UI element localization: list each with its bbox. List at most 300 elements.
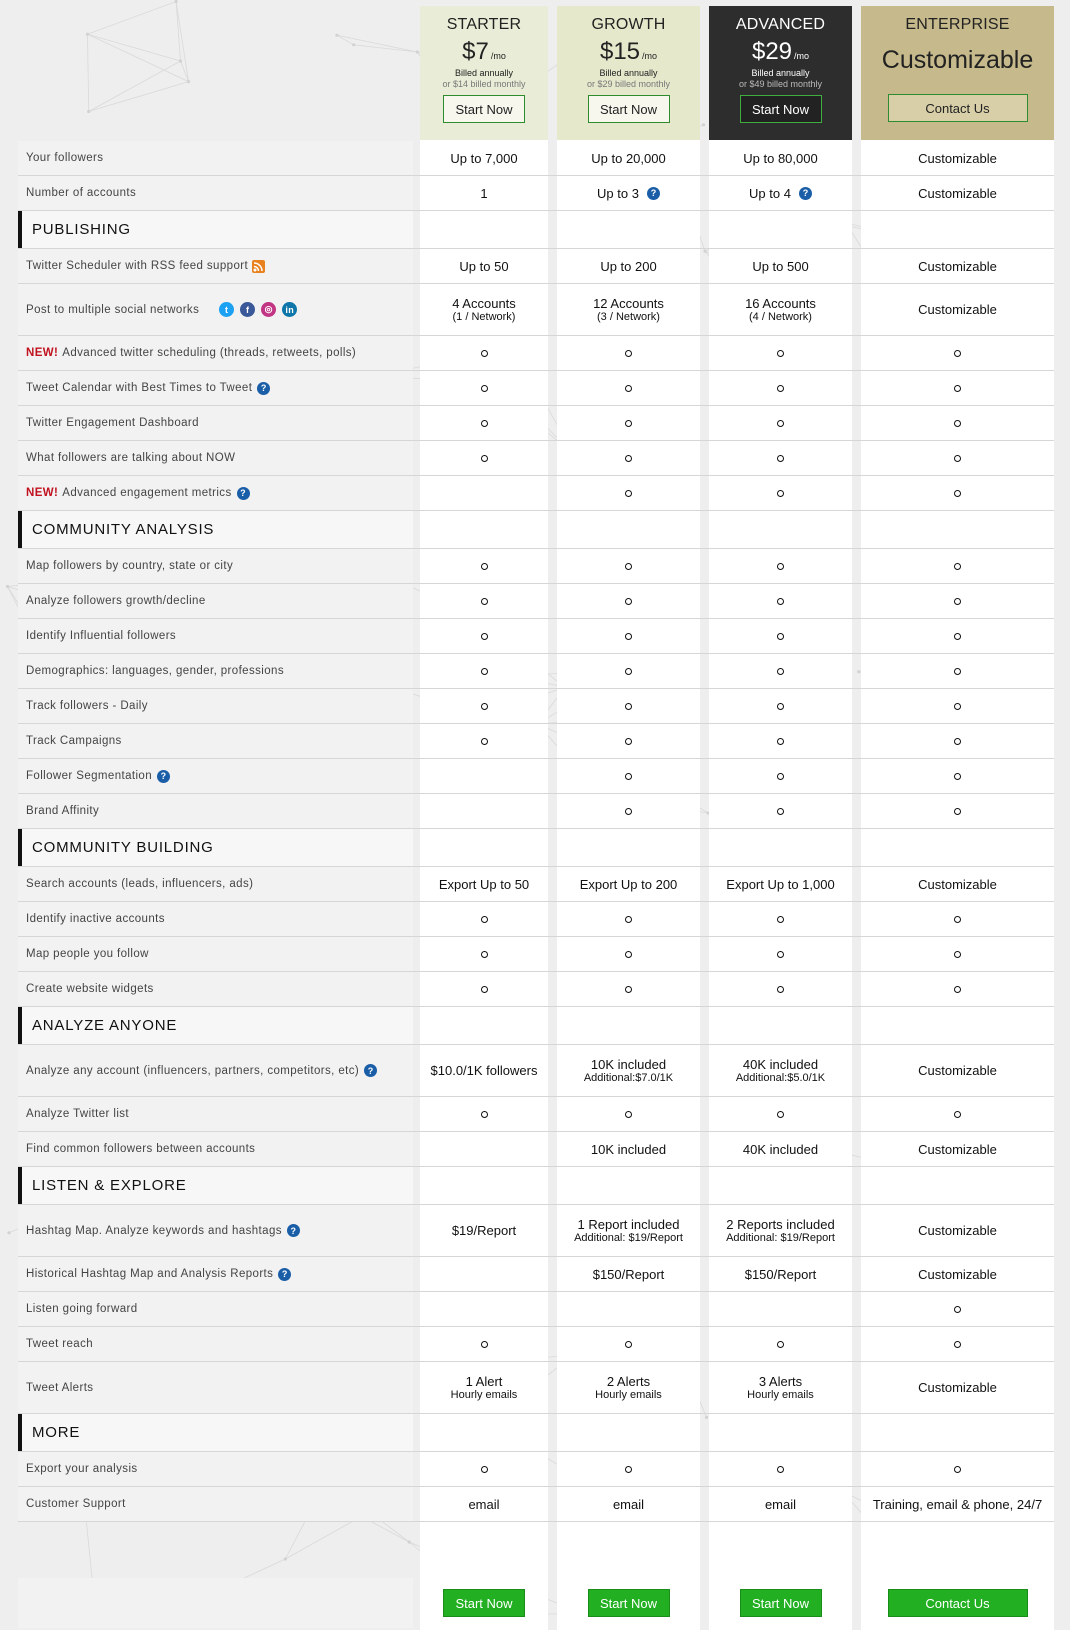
growth-cell [557,511,700,548]
starter-cell [420,584,548,618]
feature-text: Tweet reach [26,1338,94,1350]
advanced-cell [709,476,852,510]
feature-text: Identify Influential followers [26,630,177,642]
enterprise-cell [861,724,1054,758]
starter-cell [420,1452,548,1486]
included-check-icon [481,916,488,923]
included-check-icon [777,668,784,675]
help-icon[interactable]: ? [257,382,270,395]
advanced-cell [709,1414,852,1451]
included-check-icon [777,563,784,570]
cell-subvalue: Hourly emails [747,1389,814,1401]
feature-label [18,1097,413,1131]
cell-value: $10.0/1K followers [430,1063,538,1078]
cell-value: Customizable [918,1223,997,1238]
feature-label [18,1205,413,1256]
advanced-cell [709,689,852,723]
starter-cell [420,619,548,653]
advanced-cell [709,371,852,405]
feature-row [18,1132,1054,1167]
advanced-header [709,6,852,140]
feature-row [18,371,1054,406]
cell-subvalue: (3 / Network) [597,311,660,323]
start-now-button[interactable]: Start Now [740,95,822,123]
rss-icon[interactable] [252,260,265,273]
advanced-cell [709,1045,852,1096]
growth-cell [557,1452,700,1486]
advanced-cell [709,336,852,370]
enterprise-cell [861,406,1054,440]
included-check-icon [625,420,632,427]
contact-us-button[interactable]: Contact Us [888,1589,1028,1617]
feature-text: Demographics: languages, gender, professions [26,665,284,677]
enterprise-cell [861,476,1054,510]
help-icon[interactable]: ? [278,1268,291,1281]
included-check-icon [777,738,784,745]
cell-value: Training, email & phone, 24/7 [872,1496,1043,1512]
growth-cell [557,549,700,583]
included-check-icon [954,350,961,357]
included-check-icon [954,385,961,392]
enterprise-cell [861,1257,1054,1291]
growth-cell [557,1045,700,1096]
starter-cell [420,1167,548,1204]
included-check-icon [625,986,632,993]
billed-note: Billed annually [599,68,658,78]
feature-row [18,141,1054,176]
starter-cell [420,284,548,335]
included-check-icon [481,668,488,675]
included-check-icon [777,420,784,427]
cell-value: Customizable [918,1141,997,1157]
included-check-icon [954,916,961,923]
feature-row [18,549,1054,584]
growth-cta-cell [557,1578,700,1628]
starter-cell [420,829,548,866]
advanced-cell [709,1362,852,1413]
plan-price: $29 /mo [751,38,810,65]
enterprise-cell [861,1327,1054,1361]
plan-price: $15 /mo [599,38,658,65]
included-check-icon [625,738,632,745]
cell-value: email [612,1496,645,1512]
starter-cell [420,406,548,440]
feature-label [18,759,413,793]
feature-label [18,794,413,828]
plan-name: ENTERPRISE [905,16,1010,33]
feature-label [18,689,413,723]
start-now-button[interactable]: Start Now [588,1589,670,1617]
starter-cell [420,724,548,758]
feature-text: Number of accounts [26,187,137,199]
feature-row [18,654,1054,689]
feature-row [18,441,1054,476]
cell-subvalue: Additional:$7.0/1K [583,1072,674,1084]
advanced-cell [709,937,852,971]
growth-cell [557,141,700,175]
cell-value: 40K included [742,1057,819,1072]
feature-text: What followers are talking about NOW [26,452,236,464]
enterprise-cell [861,1007,1054,1044]
starter-cell [420,336,548,370]
feature-label [18,724,413,758]
enterprise-cell [861,1045,1054,1096]
included-check-icon [777,703,784,710]
enterprise-cell [861,141,1054,175]
advanced-cell [709,1205,852,1256]
cell-value: 10K included [590,1141,667,1157]
section-row-community-analysis [18,511,1054,549]
start-now-button[interactable]: Start Now [588,95,670,123]
feature-row [18,902,1054,937]
enterprise-cell [861,867,1054,901]
growth-cell [557,1257,700,1291]
included-check-icon [777,808,784,815]
plan-price-custom: Customizable [881,46,1034,74]
growth-cell [557,584,700,618]
included-check-icon [954,773,961,780]
feature-row [18,1097,1054,1132]
included-check-icon [625,1341,632,1348]
help-icon[interactable]: ? [237,487,250,500]
monthly-alt-price: or $49 billed monthly [738,79,823,89]
included-check-icon [625,808,632,815]
feature-text: Analyze followers growth/decline [26,595,206,607]
enterprise-cell [861,211,1054,248]
section-row-analyze-anyone [18,1007,1054,1045]
feature-text: Brand Affinity [26,805,100,817]
included-check-icon [954,1341,961,1348]
included-check-icon [625,563,632,570]
growth-cell [557,1097,700,1131]
empty-label [18,1578,413,1628]
feature-row [18,584,1054,619]
starter-cell [420,1292,548,1326]
advanced-cell [709,584,852,618]
feature-row [18,1045,1054,1097]
enterprise-cell [861,1487,1054,1521]
included-check-icon [481,1111,488,1118]
feature-row [18,1362,1054,1414]
cell-subvalue: Additional: $19/Report [726,1232,835,1244]
included-check-icon [481,951,488,958]
starter-cell [420,371,548,405]
cell-value: Customizable [918,1266,997,1282]
included-check-icon [777,633,784,640]
start-now-button[interactable]: Start Now [443,95,525,123]
included-check-icon [954,420,961,427]
cell-value: Up to 80,000 [743,150,818,166]
cell-subvalue: (1 / Network) [452,311,516,323]
advanced-cell [709,1167,852,1204]
cell-value: 12 Accounts [593,296,664,311]
growth-cell [557,1362,700,1413]
included-check-icon [625,703,632,710]
included-check-icon [954,455,961,462]
feature-row [18,249,1054,284]
included-check-icon [954,1306,961,1313]
growth-cell [557,689,700,723]
growth-cell [557,724,700,758]
growth-cell [557,249,700,283]
included-check-icon [625,1111,632,1118]
cell-value: $150/Report [592,1266,665,1282]
growth-cell [557,211,700,248]
feature-row [18,619,1054,654]
cell-value: 4 Accounts [452,296,516,311]
enterprise-cell [861,336,1054,370]
cell-subvalue: Hourly emails [595,1389,662,1401]
growth-cell [557,619,700,653]
enterprise-cell [861,1205,1054,1256]
growth-cell [557,1487,700,1521]
enterprise-cell [861,902,1054,936]
feature-text: Your followers [26,152,104,164]
included-check-icon [954,563,961,570]
help-icon[interactable]: ? [157,770,170,783]
cell-value: 3 Alerts [758,1374,803,1389]
advanced-cell [709,829,852,866]
feature-text: Search accounts (leads, influencers, ads) [26,878,254,890]
starter-cell [420,937,548,971]
feature-label [18,441,413,475]
included-check-icon [777,455,784,462]
feature-text: Find common followers between accounts [26,1143,256,1155]
cell-value: Up to 7,000 [450,150,518,166]
feature-label [18,1327,413,1361]
advanced-cell [709,1007,852,1044]
cell-subvalue: Additional:$5.0/1K [735,1072,826,1084]
advanced-cell [709,759,852,793]
help-icon[interactable]: ? [287,1224,300,1237]
cell-value: email [764,1496,797,1512]
feature-label [18,1292,413,1326]
facebook-icon[interactable]: f [240,302,255,317]
enterprise-cell [861,511,1054,548]
feature-label [18,336,413,370]
included-check-icon [777,1111,784,1118]
feature-row [18,937,1054,972]
growth-cell [557,902,700,936]
feature-row [18,1327,1054,1362]
included-check-icon [625,633,632,640]
advanced-cell [709,654,852,688]
advanced-cell [709,1132,852,1166]
starter-cell [420,689,548,723]
enterprise-cta-cell [861,1578,1054,1628]
included-check-icon [954,598,961,605]
feature-row [18,1292,1054,1327]
billed-note: Billed annually [454,68,514,78]
included-check-icon [481,1466,488,1473]
included-check-icon [777,773,784,780]
starter-cell [420,1362,548,1413]
feature-text: Map people you follow [26,948,149,960]
cell-value: 1 Alert [465,1374,503,1389]
cell-subvalue: Hourly emails [450,1389,518,1401]
feature-label [18,867,413,901]
feature-text: Advanced engagement metrics [62,487,232,499]
feature-row [18,336,1054,371]
help-icon[interactable]: ? [364,1064,377,1077]
starter-cell [420,511,548,548]
included-check-icon [481,563,488,570]
section-heading: LISTEN & EXPLORE [18,1167,413,1204]
included-check-icon [954,703,961,710]
growth-cell [557,829,700,866]
new-badge: NEW! [26,347,59,359]
included-check-icon [481,738,488,745]
enterprise-cell [861,1292,1054,1326]
advanced-cell [709,619,852,653]
start-now-button[interactable]: Start Now [443,1589,525,1617]
starter-cell [420,549,548,583]
starter-cell [420,759,548,793]
growth-cell [557,441,700,475]
feature-row [18,284,1054,336]
feature-label [18,937,413,971]
included-check-icon [777,986,784,993]
cell-value: 2 Reports included [726,1217,835,1232]
starter-cell [420,441,548,475]
enterprise-cell [861,794,1054,828]
advanced-cell [709,1327,852,1361]
feature-label [18,249,413,283]
start-now-button[interactable]: Start Now [740,1589,822,1617]
included-check-icon [625,773,632,780]
feature-label [18,902,413,936]
cell-value: Up to 50 [459,258,509,274]
plan-name: ADVANCED [735,16,826,33]
cell-value: Export Up to 200 [579,876,678,892]
advanced-cell [709,141,852,175]
feature-text: Twitter Engagement Dashboard [26,417,199,429]
advanced-cell [709,972,852,1006]
included-check-icon [954,986,961,993]
feature-text: Post to multiple social networks [26,303,200,316]
feature-text: Advanced twitter scheduling (threads, retweets, polls) [62,347,357,359]
enterprise-cell [861,689,1054,723]
billed-note: Billed annually [751,68,810,78]
cell-value: $19/Report [451,1223,517,1238]
advanced-cell [709,724,852,758]
feature-label [18,141,413,175]
plan-name: STARTER [446,16,522,33]
feature-label [18,1257,413,1291]
feature-label [18,1362,413,1413]
starter-cell [420,1487,548,1521]
enterprise-cell [861,1132,1054,1166]
section-heading: MORE [18,1414,413,1451]
plan-price: $7 /mo [462,38,506,65]
feature-row [18,476,1054,511]
starter-cell [420,1205,548,1256]
growth-cell [557,176,700,210]
starter-header [420,6,548,140]
included-check-icon [625,455,632,462]
section-row-listen-explore [18,1167,1054,1205]
enterprise-cell [861,972,1054,1006]
included-check-icon [481,455,488,462]
enterprise-cell [861,1097,1054,1131]
feature-text: Listen going forward [26,1303,138,1315]
included-check-icon [481,633,488,640]
growth-cell [557,406,700,440]
feature-label [18,176,413,210]
feature-text: Create website widgets [26,983,154,995]
twitter-icon[interactable]: t [219,302,234,317]
feature-label [18,972,413,1006]
starter-cell [420,867,548,901]
instagram-icon[interactable]: ◎ [261,302,276,317]
feature-row [18,972,1054,1007]
cell-value-wrap [597,186,660,201]
growth-cell [557,1167,700,1204]
included-check-icon [481,598,488,605]
included-check-icon [481,350,488,357]
cell-value: Export Up to 50 [438,876,530,892]
advanced-cell [709,1487,852,1521]
feature-row [18,794,1054,829]
included-check-icon [777,916,784,923]
feature-label [18,1452,413,1486]
feature-row [18,1452,1054,1487]
included-check-icon [954,738,961,745]
feature-row [18,1487,1054,1522]
cell-value: Customizable [918,150,997,166]
new-badge: NEW! [26,487,59,499]
included-check-icon [954,490,961,497]
included-check-icon [954,808,961,815]
enterprise-cell [861,619,1054,653]
feature-label [18,654,413,688]
growth-cell [557,1414,700,1451]
feature-text: Customer Support [26,1498,126,1510]
included-check-icon [777,951,784,958]
starter-cell [420,141,548,175]
feature-label [18,1045,413,1096]
enterprise-cell [861,441,1054,475]
included-check-icon [625,490,632,497]
contact-us-button[interactable]: Contact Us [888,94,1028,122]
included-check-icon [954,633,961,640]
linkedin-icon[interactable]: in [282,302,297,317]
starter-cell [420,1327,548,1361]
included-check-icon [954,1111,961,1118]
included-check-icon [625,598,632,605]
included-check-icon [481,703,488,710]
growth-cell [557,284,700,335]
feature-text: Twitter Scheduler with RSS feed support [26,260,249,272]
growth-cell [557,336,700,370]
section-row-publishing [18,211,1054,249]
enterprise-cell [861,654,1054,688]
help-icon[interactable]: ? [799,187,812,200]
starter-cell [420,476,548,510]
starter-cell [420,211,548,248]
growth-cell [557,972,700,1006]
included-check-icon [481,1341,488,1348]
section-heading: COMMUNITY ANALYSIS [18,511,413,548]
enterprise-cell [861,371,1054,405]
cell-value: Up to 4 [749,185,791,201]
cell-value: 16 Accounts [745,296,816,311]
advanced-cell [709,902,852,936]
advanced-cell [709,1097,852,1131]
help-icon[interactable]: ? [647,187,660,200]
bottom-cta-row [18,1578,1054,1628]
cell-value: $150/Report [744,1266,817,1282]
